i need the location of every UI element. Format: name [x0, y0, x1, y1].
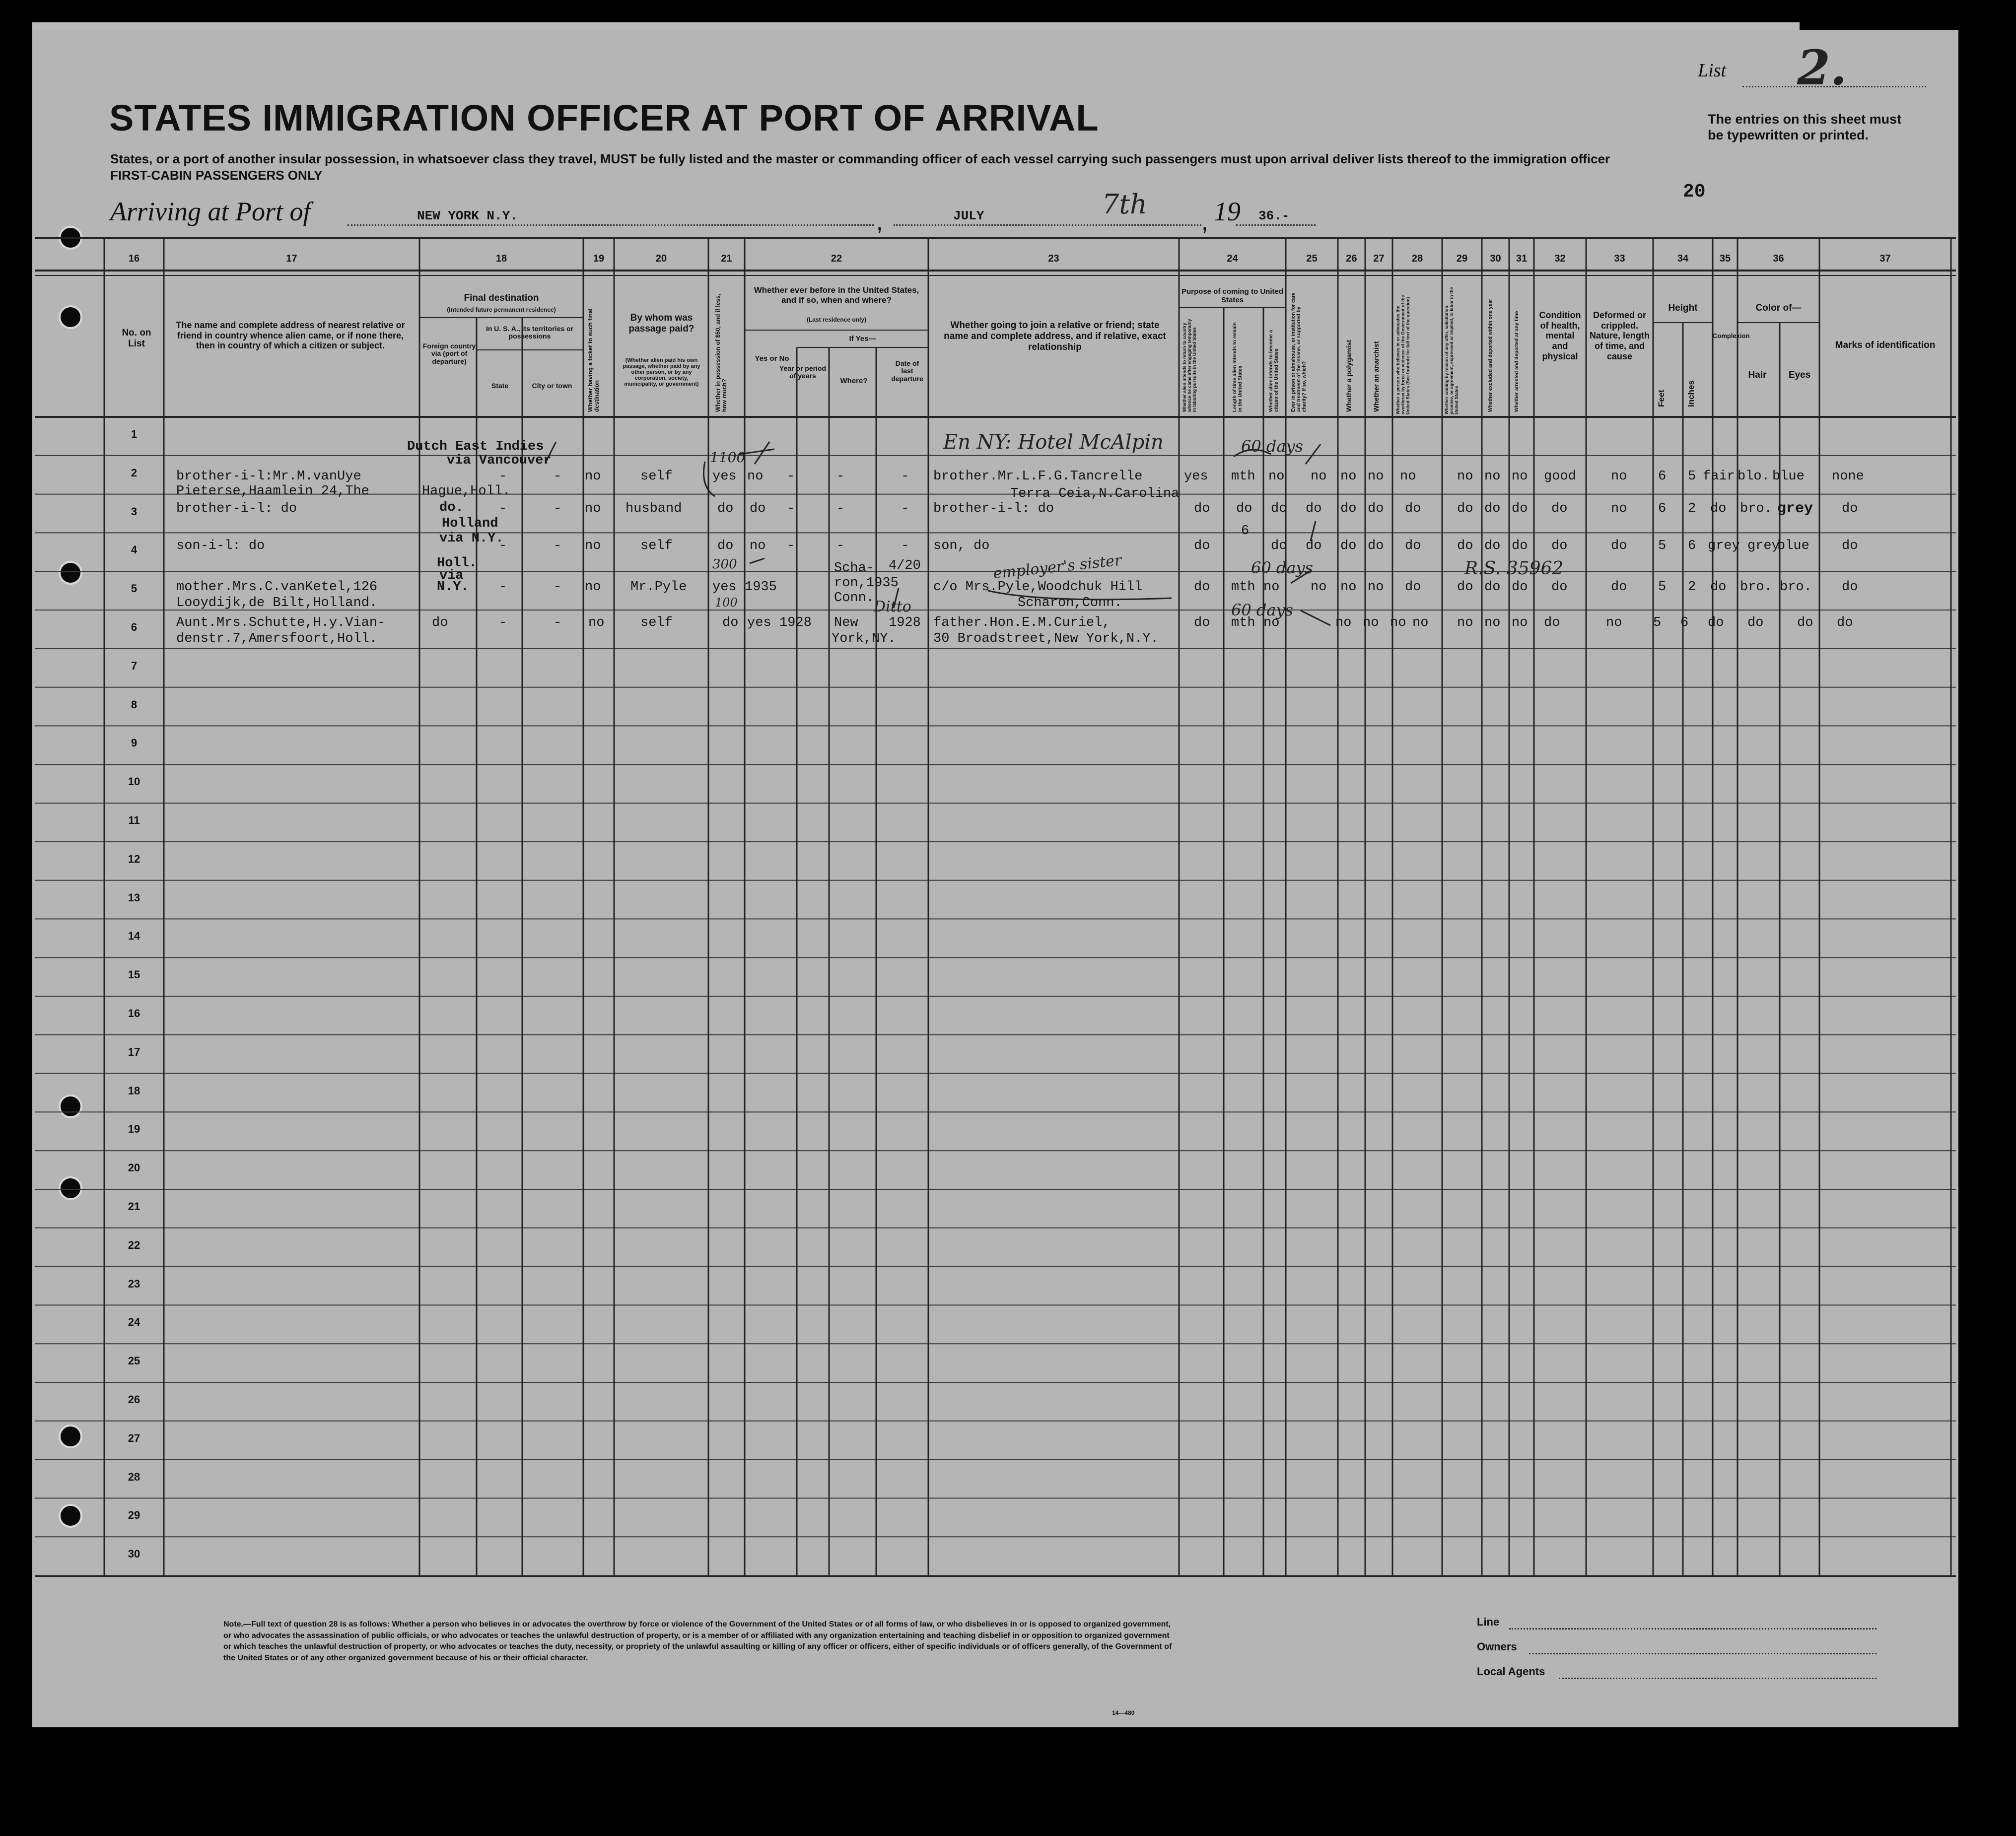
r5-where: York,NY. — [832, 631, 896, 646]
r4-q28: do — [1405, 580, 1421, 595]
r4-ticket: no — [585, 580, 601, 595]
local-agents-label: Local Agents — [1477, 1665, 1545, 1678]
row-number: 18 — [128, 1084, 140, 1097]
r1-length: mth — [1231, 469, 1255, 484]
row-number: 3 — [131, 505, 138, 518]
r5-city: - — [554, 615, 562, 630]
row-number: 4 — [131, 544, 138, 556]
row-number: 24 — [128, 1316, 140, 1329]
r4-date: 1935 — [866, 576, 899, 591]
subtitle: States, or a port of another insular possession, in whatsoever class they travel, MUST be fully listed and the master or commanding officer of each vessel carrying such passengers must upon arrival deliver lists thereof to the immigration officer — [110, 151, 1610, 166]
r4-yes-no: 1935 — [745, 580, 777, 595]
form-number: 14—480 — [1112, 1709, 1135, 1716]
row-number: 8 — [131, 698, 138, 711]
r1-citizen: no — [1268, 469, 1285, 484]
col-num: 28 — [1411, 253, 1423, 264]
r2-foreign: do. — [439, 500, 464, 515]
header-where: Where? — [840, 377, 868, 385]
r5-year: 1928 — [779, 615, 812, 630]
r5-citizen: no — [1263, 615, 1280, 630]
r4-q31: do — [1512, 580, 1528, 595]
list-number: 2. — [1797, 40, 1847, 96]
r5-feet: 5 — [1653, 615, 1662, 630]
r3-paid-by: self — [640, 539, 673, 553]
r1-q31: no — [1512, 469, 1528, 484]
col-num: 34 — [1677, 253, 1689, 264]
row-number: 9 — [131, 737, 138, 749]
r5-health: do — [1544, 615, 1560, 630]
r5-where: New — [834, 615, 858, 630]
r1-state: - — [499, 469, 507, 484]
r1-purpose: yes — [1184, 469, 1208, 484]
header-inches: Inches — [1686, 380, 1696, 407]
r3-where: - — [836, 539, 845, 553]
r2-purpose: do — [1194, 501, 1210, 516]
r2-anarchist: do — [1368, 501, 1384, 516]
header-complexion: Complexion — [1713, 332, 1750, 340]
r3-join: son, do — [933, 539, 990, 553]
col-num: 26 — [1346, 253, 1357, 264]
r2-length: do — [1236, 501, 1252, 516]
header-health: Condition of health, mental and physical — [1539, 310, 1581, 361]
row-number: 21 — [128, 1200, 140, 1213]
owners-label: Owners — [1477, 1640, 1517, 1653]
handwritten-reference: R.S. 35962 — [1464, 558, 1564, 579]
r5-state: - — [499, 615, 507, 630]
handwritten-ditto: Ditto — [874, 598, 911, 615]
r5-marks: do — [1837, 615, 1853, 630]
r1-relative: Pieterse,Haamlein 24,The — [176, 484, 369, 499]
header-final-destination-sub: (Intended future permanent residence) — [447, 306, 556, 313]
header-anarchist: Whether an anarchist — [1372, 341, 1380, 412]
row-number: 22 — [128, 1238, 140, 1251]
header-deformed: Deformed or crippled. Nature, length of time, and cause — [1589, 310, 1650, 361]
entries-note: The entries on this sheet must — [1708, 112, 1902, 127]
r5-purpose: do — [1194, 615, 1210, 630]
r3-ticket: no — [585, 539, 601, 553]
r3-feet: 5 — [1658, 539, 1667, 553]
r5-join: father.Hon.E.M.Curiel, — [933, 615, 1111, 630]
header-city: City or town — [532, 382, 572, 390]
r1-inches: 5 — [1688, 469, 1696, 484]
arriving-label: Arriving at Port of — [110, 197, 311, 226]
r5-join: 30 Broadstreet,New York,N.Y. — [933, 631, 1159, 646]
col-num: 21 — [721, 253, 732, 264]
header-ever-before: Whether ever before in the United States, and if so, when and where? — [754, 285, 919, 305]
r2-q28: do — [1405, 501, 1421, 516]
row-number: 1 — [131, 428, 138, 440]
col-num: 20 — [655, 253, 667, 264]
r1-eyes: blue — [1772, 469, 1805, 484]
r5-length: mth — [1231, 615, 1255, 630]
r1-ticket: no — [585, 469, 601, 484]
r4-complexion: do — [1710, 580, 1727, 595]
r4-where: ron, — [834, 576, 866, 591]
r4-join: c/o Mrs.Pyle,Woodchuk Hill — [933, 580, 1143, 595]
r4-anarchist: no — [1368, 580, 1384, 595]
handwritten-days: 60 days — [1241, 437, 1303, 456]
col-num: 23 — [1048, 253, 1059, 264]
r3-citizen: do — [1271, 539, 1287, 553]
r4-polygamist: no — [1340, 580, 1357, 595]
r3-length: 6 — [1241, 524, 1250, 539]
col-num: 19 — [593, 253, 605, 264]
header-ticket: Whether having a ticket to such final destination — [587, 308, 601, 412]
r3-eyes: blue — [1777, 539, 1809, 553]
header-if-yes: If Yes— — [849, 335, 876, 343]
handwritten-employer: employer's sister — [992, 551, 1122, 583]
header-hair: Hair — [1748, 370, 1767, 380]
r4-foreign: N.Y. — [437, 580, 469, 595]
r1-relative: brother-i-l:Mr.M.vanUye — [176, 469, 361, 484]
r3-inches: 6 — [1688, 539, 1696, 553]
col-num: 36 — [1773, 253, 1784, 264]
header-usa: In U. S. A., its territories or possessions — [486, 325, 574, 340]
handwritten-days: 60 days — [1231, 601, 1293, 619]
r3-hair: grey — [1747, 539, 1780, 553]
r3-marks: do — [1842, 539, 1858, 553]
col-num: 22 — [831, 253, 842, 264]
r3-complexion: grey — [1708, 539, 1740, 553]
r1-foreign-country: Dutch East Indies — [407, 439, 544, 454]
row-number: 30 — [128, 1548, 140, 1561]
r3-health: do — [1551, 539, 1568, 553]
r5-relative: Aunt.Mrs.Schutte,H.y.Vian- — [176, 615, 386, 630]
class-line: FIRST-CABIN PASSENGERS ONLY — [110, 168, 323, 183]
r4-foreign: via — [439, 568, 464, 583]
r5-date: 1928 — [889, 615, 921, 630]
r5-inches: 6 — [1680, 615, 1689, 630]
r1-prison: no — [1311, 469, 1327, 484]
r4-eyes: bro. — [1780, 580, 1812, 595]
r3-relative: son-i-l: do — [176, 539, 265, 553]
r1-relative: Hague,Holl. — [422, 484, 511, 499]
r3-state: - — [499, 539, 507, 553]
r2-deformed: no — [1611, 501, 1627, 516]
arrival-day: 7th — [1102, 189, 1147, 220]
port-name: NEW YORK N.Y. — [417, 208, 518, 223]
r4-city: - — [554, 580, 562, 595]
r1-feet: 6 — [1658, 469, 1667, 484]
header-marks: Marks of identification — [1835, 340, 1936, 350]
r2-polygamist: do — [1340, 501, 1357, 516]
col-num: 17 — [286, 253, 297, 264]
r1-paid-by: self — [640, 469, 673, 484]
col-num: 25 — [1306, 253, 1318, 264]
header-q30: Whether excluded and deported within one year — [1488, 299, 1493, 412]
header-purpose: Purpose of coming to United States — [1182, 287, 1283, 304]
r4-marks: do — [1842, 580, 1858, 595]
r3-purpose: do — [1194, 539, 1210, 553]
r5-q28: no — [1412, 615, 1429, 630]
row-number: 2 — [131, 466, 138, 479]
header-money: Whether in possession of $50, and if less, how much? — [714, 293, 728, 412]
handwritten-money: 1100 — [710, 449, 746, 466]
r4-prison: no — [1311, 580, 1327, 595]
header-purpose-b: Length of time alien intends to remain in the United States — [1232, 322, 1243, 412]
r4-q30: do — [1484, 580, 1501, 595]
r2-state: - — [499, 501, 507, 516]
r3-polygamist: do — [1340, 539, 1357, 553]
row-number: 23 — [128, 1277, 140, 1290]
r1-via: via Vancouver — [447, 453, 552, 468]
col-num: 35 — [1719, 253, 1731, 264]
r2-feet: 6 — [1658, 501, 1667, 516]
row-number: 15 — [128, 968, 140, 981]
header-q31: Whether arrested and deported at any time — [1514, 311, 1520, 412]
col-num: 27 — [1373, 253, 1385, 264]
row-number: 13 — [128, 891, 140, 904]
row-number: 6 — [131, 621, 138, 633]
r4-length: mth — [1231, 580, 1255, 595]
r5-anarchist: no — [1390, 615, 1406, 630]
r2-date: - — [901, 501, 909, 516]
r4-q29: do — [1457, 580, 1473, 595]
page-title: STATES IMMIGRATION OFFICER AT PORT OF ARRIVAL — [109, 97, 1099, 138]
row-number: 11 — [128, 814, 140, 826]
r2-ticket: no — [585, 501, 601, 516]
header-height: Height — [1668, 303, 1698, 313]
r4-money: yes — [712, 580, 737, 595]
col-num: 24 — [1227, 253, 1238, 264]
r1-hair: blo. — [1738, 469, 1770, 484]
r4-health: do — [1551, 580, 1568, 595]
r4-deformed: do — [1611, 580, 1627, 595]
r1-q29: no — [1457, 469, 1473, 484]
row-number: 7 — [131, 659, 138, 672]
r5-prison: no — [1335, 615, 1352, 630]
row-number: 19 — [128, 1123, 140, 1136]
r5-ticket: no — [588, 615, 605, 630]
r2-marks: do — [1842, 501, 1858, 516]
header-purpose-c: Whether alien intends to become a citizen of the United States — [1268, 330, 1279, 412]
r3-q31: do — [1512, 539, 1528, 553]
r4-state: - — [499, 580, 507, 595]
r2-q31: do — [1512, 501, 1528, 516]
row-number: 26 — [128, 1393, 140, 1406]
row-number: 16 — [128, 1007, 140, 1020]
r2-paid-by: husband — [626, 501, 682, 516]
r5-polygamist: no — [1363, 615, 1379, 630]
r1-marks: none — [1832, 469, 1864, 484]
col-num: 33 — [1614, 253, 1625, 264]
header-year: Year or period of years — [779, 364, 827, 380]
r3-q28: do — [1405, 539, 1421, 553]
header-polygamist: Whether a polygamist — [1345, 340, 1353, 412]
r4-citizen: no — [1263, 580, 1280, 595]
header-color: Color of— — [1755, 303, 1802, 313]
r3-prison: do — [1306, 539, 1322, 553]
r3-foreign: via N.Y. — [439, 531, 504, 546]
row-number: 25 — [128, 1355, 140, 1367]
entries-note: be typewritten or printed. — [1708, 128, 1869, 142]
r2-join: brother-i-l: do — [933, 501, 1054, 516]
handwritten-hotel: En NY: Hotel McAlpin — [943, 431, 1164, 454]
r5-complexion: do — [1708, 615, 1724, 630]
header-no-on-list: No. on List — [122, 328, 151, 349]
r5-q29: no — [1457, 615, 1473, 630]
col-num: 29 — [1456, 253, 1468, 264]
r5-paid-by: self — [640, 615, 673, 630]
r2-where: - — [836, 501, 845, 516]
header-passage-paid: By whom was passage paid? — [628, 313, 695, 334]
r2-hair: bro. — [1740, 501, 1772, 516]
header-date: Date of last departure — [891, 359, 923, 383]
list-label: List — [1698, 60, 1727, 81]
header-q29: Whether coming by reason of any offer, solicitation, promise, or agreement, expressed or implied, to labor in the United States — [1444, 287, 1459, 414]
r3-year: - — [787, 539, 795, 553]
r1-anarchist: no — [1368, 469, 1384, 484]
r2-q29: do — [1457, 501, 1473, 516]
r3-deformed: do — [1611, 539, 1627, 553]
arrival-month: JULY — [953, 208, 984, 223]
row-number: 10 — [128, 775, 140, 788]
r1-year: - — [787, 469, 795, 484]
r1-money: yes — [712, 469, 737, 484]
col-num: 31 — [1516, 253, 1528, 264]
r4-where: Scha- — [834, 561, 875, 576]
row-number: 29 — [128, 1509, 140, 1522]
col-num: 37 — [1879, 253, 1891, 264]
handwritten-money: 100 — [715, 596, 738, 610]
r1-date: - — [901, 469, 909, 484]
r1-deformed: no — [1611, 469, 1627, 484]
r3-anarchist: do — [1368, 539, 1384, 553]
row-number: 5 — [131, 582, 138, 595]
row-number: 12 — [128, 852, 140, 865]
r5-relative: denstr.7,Amersfoort,Holl. — [176, 631, 378, 646]
r3-q30: do — [1484, 539, 1501, 553]
handwritten-days: 60 days — [1251, 558, 1313, 577]
header-q28: Whether a person who believes in or advocates the overthrow by force or violence of the Government of the United States (See footnote for full text of the question) — [1395, 295, 1410, 414]
r2-yes-no: do — [750, 501, 766, 516]
footnote-question-28: Note.—Full text of question 28 is as follows: Whether a person who believes in or advocates the overthrow by force or violence of the Government of the United States or of all forms of law, or who disbelieves in or is opposed to organized government, or who advocates the assassination of public officials, or who advocates or teaches the unlawful destruction of property, or is a member of or affiliated with any organization entertaining and teaching disbelief in or opposition to organized government or which teaches the unlawful destruction of property, or who advocates or teaches the duty, necessity, or propriety of the unlawful assaulting or killing of any officer or officers, either of specific individuals or of officers generally, of the Government of the United States or of any other organized government because of his or their official character. — [223, 1620, 1172, 1663]
r3-money: do — [717, 539, 734, 553]
r2-inches: 2 — [1688, 501, 1696, 516]
r5-q31: no — [1512, 615, 1528, 630]
r2-year: - — [787, 501, 795, 516]
r4-hair: bro. — [1740, 580, 1772, 595]
header-feet: Feet — [1657, 390, 1666, 407]
r1-q28: no — [1400, 469, 1416, 484]
header-join-relative: Whether going to join a relative or friend; state name and complete address, and if relative, exact relationship — [944, 320, 1166, 352]
year-suffix: 36.- — [1258, 208, 1290, 223]
header-eyes: Eyes — [1788, 370, 1811, 380]
r1-q30: no — [1484, 469, 1501, 484]
r1-complexion: fair — [1703, 469, 1735, 484]
header-state: State — [491, 382, 509, 390]
r5-eyes: do — [1797, 615, 1813, 630]
r2-prison: do — [1306, 501, 1322, 516]
r2-citizen: do — [1271, 501, 1287, 516]
handwritten-money: 300 — [712, 557, 737, 572]
r3-date: - — [901, 539, 909, 553]
col-num: 16 — [128, 253, 140, 264]
r4-where: Conn. — [834, 591, 875, 606]
col-num: 18 — [495, 253, 507, 264]
line-label: Line — [1477, 1616, 1500, 1628]
header-prison: Ever in prison or almshouse, or institution for care and treatment of the insane, or supported by charity? If so, which? — [1291, 292, 1307, 412]
r4-feet: 5 — [1658, 580, 1667, 595]
col-num: 30 — [1490, 253, 1501, 264]
r4-relative: Looydijk,de Bilt,Holland. — [176, 596, 378, 611]
r2-city: - — [554, 501, 562, 516]
r2-money: do — [717, 501, 734, 516]
r5-deformed: no — [1606, 615, 1622, 630]
r2-eyes: grey — [1777, 500, 1813, 517]
row-number: 14 — [128, 930, 140, 943]
r4-foreign: Holl. — [437, 556, 478, 571]
r1-where: - — [836, 469, 845, 484]
r5-hair: do — [1747, 615, 1764, 630]
sheet-number: 20 — [1683, 181, 1706, 203]
r1-health: good — [1544, 469, 1576, 484]
r1-polygamist: no — [1340, 469, 1357, 484]
r1-join: brother.Mr.L.F.G.Tancrelle — [933, 469, 1143, 484]
r4-inches: 2 — [1688, 580, 1696, 595]
r4-date: 4/20 — [889, 558, 921, 573]
r3-q29: do — [1457, 539, 1473, 553]
year-prefix: 19 — [1214, 197, 1241, 226]
row-number: 27 — [128, 1431, 140, 1444]
row-number: 28 — [128, 1470, 140, 1483]
r3-city: - — [554, 539, 562, 553]
row-number: 17 — [128, 1045, 140, 1058]
header-final-destination: Final destination — [464, 293, 539, 303]
r3-yes-no: no — [750, 539, 766, 553]
r2-health: do — [1551, 501, 1568, 516]
r1-yes-no: no — [747, 469, 764, 484]
header-passage-paid-sub: (Whether alien paid his own passage, whether paid by any other person, or by any corporation, society, municipality, or government) — [623, 357, 700, 388]
r2-q30: do — [1484, 501, 1501, 516]
header-yes-no: Yes or No — [755, 354, 789, 363]
header-relative-abroad: The name and complete address of nearest relative or friend in country whence alien came, or if none there, then in country of which a citizen or subject. — [176, 320, 405, 351]
r1-city: - — [554, 469, 562, 484]
r4-purpose: do — [1194, 580, 1210, 595]
r3-foreign: Holland — [442, 516, 498, 531]
r4-relative: mother.Mrs.C.vanKetel,126 — [176, 580, 378, 595]
r5-foreign: do — [432, 615, 448, 630]
r5-money: do — [722, 615, 739, 630]
r4-paid-by: Mr.Pyle — [630, 580, 687, 595]
r4-join: Scharon,Conn. — [1018, 596, 1122, 611]
header-purpose-a: Whether alien intends to return to country whence he came after engaging temporarily in laboring pursuits in the United States — [1182, 319, 1197, 412]
header-foreign-country: Foreign country via (port of departure) — [422, 342, 476, 365]
row-number: 20 — [128, 1161, 140, 1174]
header-ever-before-sub: (Last residence only) — [806, 316, 867, 323]
col-num: 32 — [1554, 253, 1566, 264]
r2-relative: brother-i-l: do — [176, 501, 297, 516]
r2-complexion: do — [1710, 501, 1727, 516]
r1-join: Terra Ceia,N.Carolina — [1010, 486, 1180, 501]
r5-yes-no: yes — [747, 615, 771, 630]
r5-q30: no — [1484, 615, 1501, 630]
